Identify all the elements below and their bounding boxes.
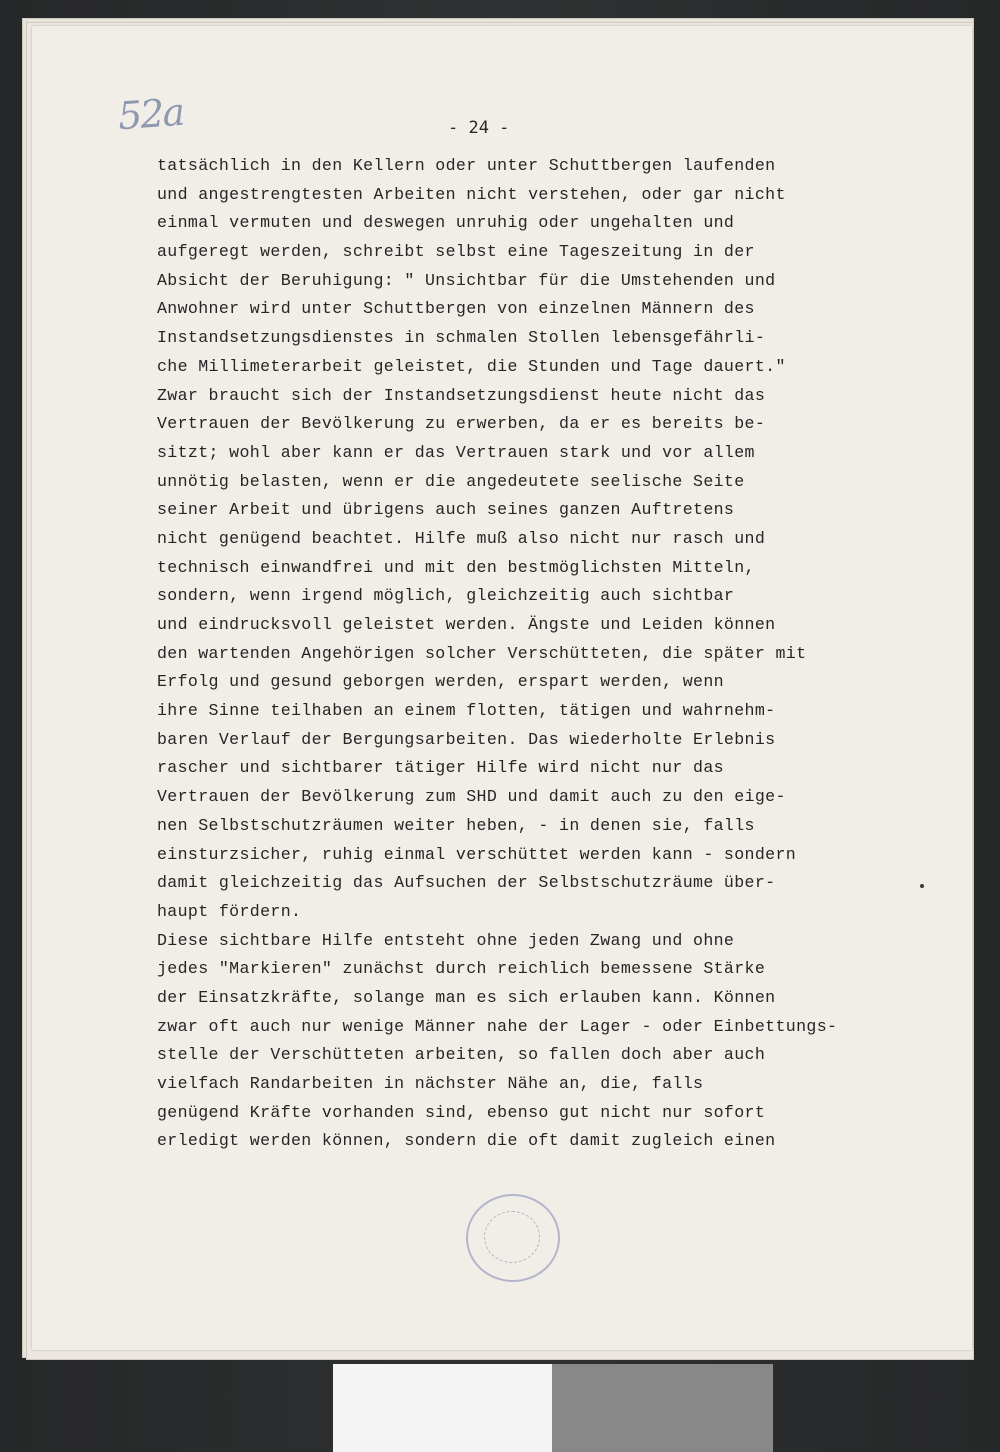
text-line: den wartenden Angehörigen solcher Verschütteten, die später mit [157, 643, 807, 663]
text-line: Vertrauen der Bevölkerung zum SHD und damit auch zu den eige- [157, 787, 786, 807]
archive-stamp [466, 1194, 560, 1282]
text-line: und angestrengtesten Arbeiten nicht verstehen, oder gar nicht [157, 184, 786, 204]
text-line: stelle der Verschütteten arbeiten, so fallen doch aber auch [157, 1045, 766, 1065]
text-line: Erfolg und gesund geborgen werden, erspart werden, wenn [157, 672, 724, 692]
text-line: technisch einwandfrei und mit den bestmöglichsten Mitteln, [157, 557, 755, 577]
text-line: vielfach Randarbeiten in nächster Nähe an, die, falls [157, 1074, 704, 1093]
text-line: tatsächlich in den Kellern oder unter Schuttbergen laufenden [157, 156, 776, 175]
text-line: sondern, wenn irgend möglich, gleichzeitig auch sichtbar [157, 586, 735, 606]
text-line: seiner Arbeit und übrigens auch seines ganzen Auftretens [157, 500, 735, 520]
text-line: damit gleichzeitig das Aufsuchen der Selbstschutzräume über- [157, 873, 776, 893]
text-line: haupt fördern. [157, 901, 302, 921]
calibration-white-patch [333, 1364, 552, 1452]
calibration-gray-patch [552, 1364, 773, 1452]
text-line: jedes "Markieren" zunächst durch reichlich bemessene Stärke [157, 959, 766, 979]
text-line: unnötig belasten, wenn er die angedeutete seelische Seite [157, 471, 745, 491]
color-calibration-strip [333, 1364, 773, 1452]
stamp-emblem [484, 1211, 540, 1263]
text-line: nicht genügend beachtet. Hilfe muß also nicht nur rasch und [157, 528, 766, 548]
text-line: rascher und sichtbarer tätiger Hilfe wird nicht nur das [157, 758, 724, 778]
text-line: Diese sichtbare Hilfe entsteht ohne jeden Zwang und ohne [157, 930, 735, 950]
text-line: einsturzsicher, ruhig einmal verschüttet werden kann - sondern [157, 844, 797, 864]
ink-speck [920, 884, 924, 888]
text-line: zwar oft auch nur wenige Männer nahe der Lager - oder Einbettungs- [157, 1016, 838, 1036]
handwritten-folio-number: 52a [116, 89, 185, 139]
text-line: Zwar braucht sich der Instandsetzungsdienst heute nicht das [157, 385, 766, 405]
page-number: - 24 - [448, 118, 510, 138]
text-line: erledigt werden können, sondern die oft damit zugleich einen [157, 1131, 776, 1151]
text-line: der Einsatzkräfte, solange man es sich erlauben kann. Können [157, 987, 776, 1007]
document-page [32, 26, 972, 1350]
text-line: che Millimeterarbeit geleistet, die Stunden und Tage dauert." [157, 356, 786, 376]
text-line: aufgeregt werden, schreibt selbst eine Tageszeitung in der [157, 242, 755, 262]
text-line: Vertrauen der Bevölkerung zu erwerben, da er es bereits be- [157, 414, 766, 434]
text-line: ihre Sinne teilhaben an einem flotten, tätigen und wahrnehm- [157, 701, 776, 721]
text-line: und eindrucksvoll geleistet werden. Ängste und Leiden können [157, 615, 776, 634]
text-line: baren Verlauf der Bergungsarbeiten. Das wiederholte Erlebnis [157, 729, 776, 749]
typewritten-body [157, 152, 957, 1156]
text-line: sitzt; wohl aber kann er das Vertrauen stark und vor allem [157, 442, 755, 462]
text-line: genügend Kräfte vorhanden sind, ebenso gut nicht nur sofort [157, 1102, 766, 1122]
text-line: Instandsetzungsdienstes in schmalen Stollen lebensgefährli- [157, 328, 766, 348]
text-line: Absicht der Beruhigung: " Unsichtbar für die Umstehenden und [157, 270, 776, 290]
text-line: nen Selbstschutzräumen weiter heben, - in denen sie, falls [157, 815, 755, 835]
text-line: Anwohner wird unter Schuttbergen von einzelnen Männern des [157, 299, 755, 319]
text-line: einmal vermuten und deswegen unruhig oder ungehalten und [157, 213, 735, 233]
